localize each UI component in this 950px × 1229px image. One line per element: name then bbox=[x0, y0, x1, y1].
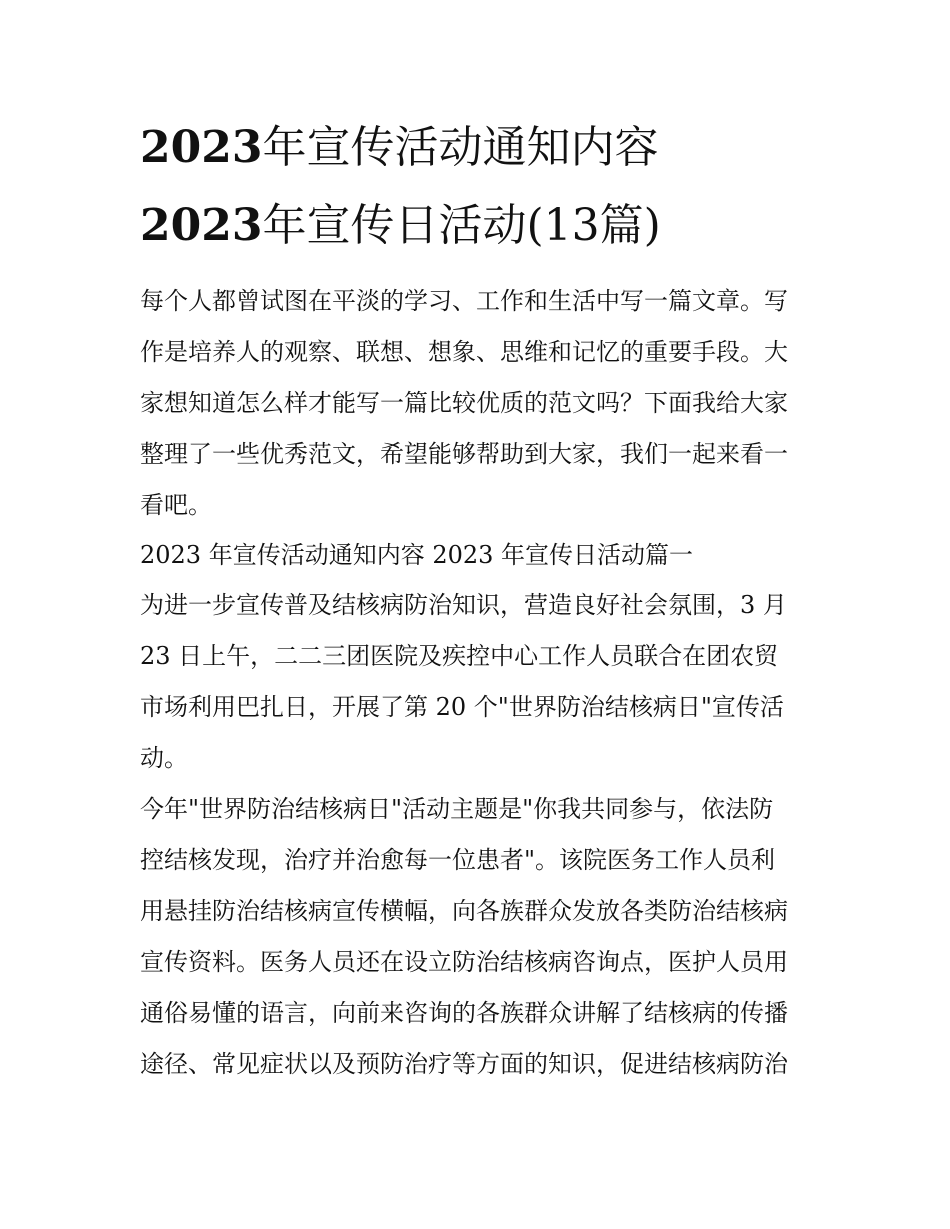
body-line: 家想知道怎么样才能写一篇比较优质的范文吗？下面我给大家 bbox=[140, 389, 788, 417]
body-line: 动。 bbox=[140, 744, 188, 772]
title-year-1: 2023 bbox=[140, 122, 263, 173]
title-text-1: 年宣传活动通知内容 bbox=[262, 122, 659, 173]
body-line: 整理了一些优秀范文，希望能够帮助到大家，我们一起来看一 bbox=[140, 440, 788, 468]
body-line: 市场利用巴扎日，开展了第 20 个"世界防治结核病日"宣传活 bbox=[140, 693, 784, 721]
body-line: 看吧。 bbox=[140, 491, 212, 519]
body-line: 23 日上午，二二三团医院及疾控中心工作人员联合在团农贸 bbox=[140, 642, 779, 670]
body-line: 作是培养人的观察、联想、想象、思维和记忆的重要手段。大 bbox=[140, 338, 788, 366]
title-text-2: 年宣传日活动(13篇) bbox=[262, 200, 661, 251]
body-line: 控结核发现，治疗并治愈每一位患者"。该院医务工作人员利 bbox=[140, 846, 776, 874]
body-line: 为进一步宣传普及结核病防治知识，营造良好社会氛围，3 月 bbox=[140, 591, 787, 619]
body-line: 今年"世界防治结核病日"活动主题是"你我共同参与，依法防 bbox=[140, 795, 774, 823]
body-line: 宣传资料。医务人员还在设立防治结核病咨询点，医护人员用 bbox=[140, 948, 788, 976]
title-year-2: 2023 bbox=[140, 200, 263, 251]
section-heading: 2023 年宣传活动通知内容 2023 年宣传日活动篇一 bbox=[140, 541, 694, 569]
document-title-line-1 bbox=[140, 118, 820, 178]
body-line: 每个人都曾试图在平淡的学习、工作和生活中写一篇文章。写 bbox=[140, 287, 788, 315]
document-title-line-2 bbox=[140, 196, 820, 256]
body-line: 途径、常见症状以及预防治疗等方面的知识，促进结核病防治 bbox=[140, 1050, 788, 1078]
body-line: 通俗易懂的语言，向前来咨询的各族群众讲解了结核病的传播 bbox=[140, 999, 788, 1027]
body-line: 用悬挂防治结核病宣传横幅，向各族群众发放各类防治结核病 bbox=[140, 897, 788, 925]
